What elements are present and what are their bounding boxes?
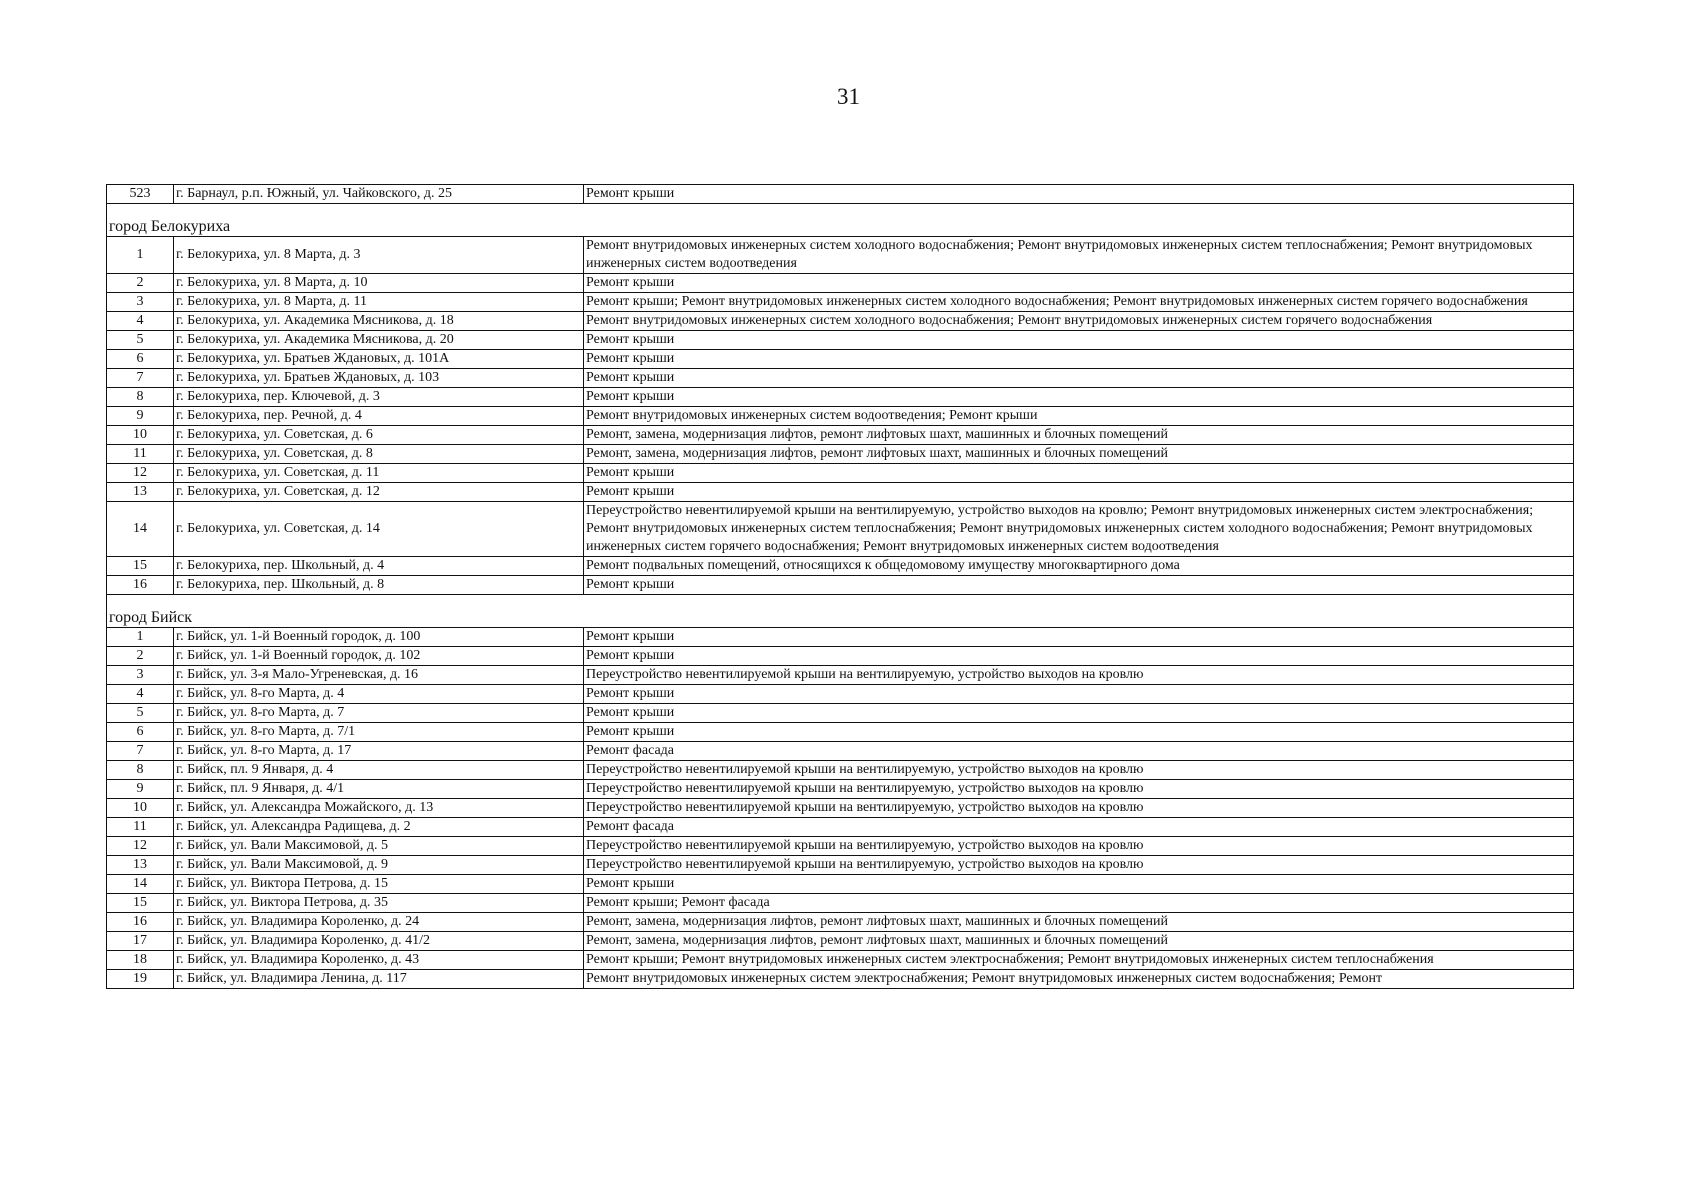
row-address: г. Бийск, ул. 8-го Марта, д. 7/1 [174,723,584,742]
row-address: г. Бийск, ул. Вали Максимовой, д. 5 [174,837,584,856]
table-row [107,647,1574,666]
row-number: 4 [107,312,174,331]
row-address: г. Бийск, ул. Александра Можайского, д. 13 [174,799,584,818]
table-row [107,723,1574,742]
row-number: 2 [107,647,174,666]
row-address: г. Белокуриха, пер. Школьный, д. 4 [174,557,584,576]
row-address: г. Бийск, ул. 1-й Военный городок, д. 100 [174,628,584,647]
table-row [107,704,1574,723]
row-address: г. Белокуриха, ул. 8 Марта, д. 10 [174,274,584,293]
row-work: Ремонт крыши [584,369,1574,388]
row-number: 14 [107,875,174,894]
row-address: г. Белокуриха, ул. Советская, д. 14 [174,502,584,557]
row-work: Ремонт крыши [584,274,1574,293]
row-work: Ремонт крыши [584,350,1574,369]
section-spacer [107,204,1574,217]
row-address: г. Белокуриха, пер. Речной, д. 4 [174,407,584,426]
row-address: г. Бийск, пл. 9 Января, д. 4/1 [174,780,584,799]
row-address: г. Бийск, пл. 9 Января, д. 4 [174,761,584,780]
row-number: 17 [107,932,174,951]
table-row [107,576,1574,595]
row-address: г. Белокуриха, ул. Академика Мясникова, д. 18 [174,312,584,331]
row-work: Ремонт крыши [584,483,1574,502]
row-address: г. Белокуриха, пер. Школьный, д. 8 [174,576,584,595]
row-work: Переустройство невентилируемой крыши на вентилируемую, устройство выходов на кровлю [584,761,1574,780]
row-address: г. Белокуриха, ул. Советская, д. 11 [174,464,584,483]
row-work: Переустройство невентилируемой крыши на вентилируемую, устройство выходов на кровлю [584,799,1574,818]
row-number: 13 [107,856,174,875]
row-work: Ремонт внутридомовых инженерных систем холодного водоснабжения; Ремонт внутридомовых инженерных систем горячего водоснабжения [584,312,1574,331]
table-row [107,856,1574,875]
row-work: Ремонт крыши [584,331,1574,350]
table-row [107,407,1574,426]
row-number: 8 [107,388,174,407]
row-work: Ремонт, замена, модернизация лифтов, ремонт лифтовых шахт, машинных и блочных помещений [584,932,1574,951]
section-title: город Бийск [107,607,1574,628]
page-number: 31 [837,84,860,109]
row-number: 11 [107,445,174,464]
row-address: г. Белокуриха, пер. Ключевой, д. 3 [174,388,584,407]
row-work: Ремонт крыши [584,628,1574,647]
row-work: Ремонт крыши [584,576,1574,595]
table-row [107,761,1574,780]
section-spacer-cell [107,204,1574,217]
row-number: 7 [107,742,174,761]
table-row [107,557,1574,576]
row-address: г. Бийск, ул. 1-й Военный городок, д. 102 [174,647,584,666]
row-work: Переустройство невентилируемой крыши на вентилируемую, устройство выходов на кровлю [584,837,1574,856]
table-row [107,666,1574,685]
row-work: Ремонт, замена, модернизация лифтов, ремонт лифтовых шахт, машинных и блочных помещений [584,445,1574,464]
row-number: 14 [107,502,174,557]
row-address: г. Бийск, ул. 3-я Мало-Угреневская, д. 16 [174,666,584,685]
registry-table [106,184,1574,989]
table-row [107,875,1574,894]
table-row [107,685,1574,704]
table-row [107,780,1574,799]
row-address: г. Бийск, ул. Владимира Короленко, д. 24 [174,913,584,932]
row-number: 10 [107,426,174,445]
row-address: г. Бийск, ул. 8-го Марта, д. 17 [174,742,584,761]
row-number: 5 [107,331,174,350]
section-title: город Белокуриха [107,216,1574,237]
table-row [107,799,1574,818]
row-work: Ремонт внутридомовых инженерных систем холодного водоснабжения; Ремонт внутридомовых инженерных систем теплоснабжения; Ремонт внутридомовых инженерных систем водоотведения [584,237,1574,274]
table-row [107,483,1574,502]
row-number: 3 [107,293,174,312]
table-row [107,331,1574,350]
row-number: 15 [107,557,174,576]
row-address: г. Бийск, ул. Владимира Короленко, д. 43 [174,951,584,970]
row-address: г. Барнаул, р.п. Южный, ул. Чайковского, д. 25 [174,185,584,204]
row-address: г. Белокуриха, ул. Академика Мясникова, д. 20 [174,331,584,350]
section-spacer [107,595,1574,608]
row-number: 1 [107,628,174,647]
row-address: г. Белокуриха, ул. Братьев Ждановых, д. 103 [174,369,584,388]
row-work: Ремонт крыши [584,723,1574,742]
table-row [107,185,1574,204]
row-address: г. Бийск, ул. Вали Максимовой, д. 9 [174,856,584,875]
row-address: г. Бийск, ул. 8-го Марта, д. 4 [174,685,584,704]
table-row [107,742,1574,761]
row-work: Переустройство невентилируемой крыши на вентилируемую, устройство выходов на кровлю [584,856,1574,875]
registry-table-body [107,185,1574,989]
row-address: г. Белокуриха, ул. Советская, д. 8 [174,445,584,464]
row-work: Ремонт внутридомовых инженерных систем электроснабжения; Ремонт внутридомовых инженерных систем водоснабжения; Ремонт [584,970,1574,989]
row-work: Ремонт крыши [584,875,1574,894]
row-work: Переустройство невентилируемой крыши на вентилируемую, устройство выходов на кровлю [584,666,1574,685]
table-row [107,237,1574,274]
table-row [107,312,1574,331]
row-number: 8 [107,761,174,780]
row-number: 3 [107,666,174,685]
row-number: 13 [107,483,174,502]
row-address: г. Бийск, ул. 8-го Марта, д. 7 [174,704,584,723]
row-number: 11 [107,818,174,837]
row-address: г. Бийск, ул. Виктора Петрова, д. 35 [174,894,584,913]
table-row [107,350,1574,369]
row-work: Ремонт крыши [584,185,1574,204]
table-row [107,502,1574,557]
row-work: Ремонт крыши [584,388,1574,407]
table-row [107,293,1574,312]
row-number: 9 [107,407,174,426]
row-number: 6 [107,350,174,369]
row-number: 16 [107,576,174,595]
row-number: 10 [107,799,174,818]
row-work: Ремонт крыши [584,704,1574,723]
row-number: 1 [107,237,174,274]
row-work: Ремонт, замена, модернизация лифтов, ремонт лифтовых шахт, машинных и блочных помещений [584,426,1574,445]
table-row [107,464,1574,483]
row-work: Переустройство невентилируемой крыши на вентилируемую, устройство выходов на кровлю [584,780,1574,799]
table-row [107,818,1574,837]
row-number: 15 [107,894,174,913]
row-work: Ремонт крыши; Ремонт внутридомовых инженерных систем электроснабжения; Ремонт внутридомовых инженерных систем теплоснабжения [584,951,1574,970]
row-number: 4 [107,685,174,704]
table-row [107,951,1574,970]
table-row [107,837,1574,856]
row-address: г. Бийск, ул. Александра Радищева, д. 2 [174,818,584,837]
row-address: г. Белокуриха, ул. 8 Марта, д. 3 [174,237,584,274]
row-number: 16 [107,913,174,932]
table-row [107,628,1574,647]
table-row [107,445,1574,464]
section-header-row [107,607,1574,628]
row-work: Ремонт внутридомовых инженерных систем водоотведения; Ремонт крыши [584,407,1574,426]
row-number: 7 [107,369,174,388]
row-address: г. Бийск, ул. Владимира Короленко, д. 41/2 [174,932,584,951]
table-row [107,970,1574,989]
row-work: Ремонт крыши [584,464,1574,483]
table-row [107,913,1574,932]
table-row [107,894,1574,913]
row-work: Ремонт крыши [584,685,1574,704]
table-row [107,426,1574,445]
table-row [107,388,1574,407]
row-number: 9 [107,780,174,799]
row-number: 5 [107,704,174,723]
row-work: Ремонт подвальных помещений, относящихся к общедомовому имуществу многоквартирного дома [584,557,1574,576]
section-spacer-cell [107,595,1574,608]
row-address: г. Белокуриха, ул. 8 Марта, д. 11 [174,293,584,312]
row-number: 523 [107,185,174,204]
row-number: 6 [107,723,174,742]
row-work: Ремонт крыши; Ремонт внутридомовых инженерных систем холодного водоснабжения; Ремонт внутридомовых инженерных систем горячего водоснабжения [584,293,1574,312]
row-work: Переустройство невентилируемой крыши на вентилируемую, устройство выходов на кровлю; Ремонт внутридомовых инженерных систем электроснабжения; Ремонт внутридомовых инженерных систем теплоснабжения; Ремонт внутридомовых инженерных систем холодного водоснабжения; Ремонт внутридомовых инженерных систем горячего водоснабжения; Ремонт внутридомовых инженерных систем водоотведения [584,502,1574,557]
row-address: г. Белокуриха, ул. Братьев Ждановых, д. 101А [174,350,584,369]
row-address: г. Бийск, ул. Владимира Ленина, д. 117 [174,970,584,989]
row-number: 12 [107,837,174,856]
section-header-row [107,216,1574,237]
row-address: г. Бийск, ул. Виктора Петрова, д. 15 [174,875,584,894]
row-number: 2 [107,274,174,293]
row-number: 12 [107,464,174,483]
row-address: г. Белокуриха, ул. Советская, д. 6 [174,426,584,445]
row-address: г. Белокуриха, ул. Советская, д. 12 [174,483,584,502]
row-work: Ремонт фасада [584,742,1574,761]
row-work: Ремонт фасада [584,818,1574,837]
row-number: 19 [107,970,174,989]
row-number: 18 [107,951,174,970]
row-work: Ремонт, замена, модернизация лифтов, ремонт лифтовых шахт, машинных и блочных помещений [584,913,1574,932]
table-row [107,369,1574,388]
row-work: Ремонт крыши [584,647,1574,666]
row-work: Ремонт крыши; Ремонт фасада [584,894,1574,913]
table-row [107,274,1574,293]
table-row [107,932,1574,951]
